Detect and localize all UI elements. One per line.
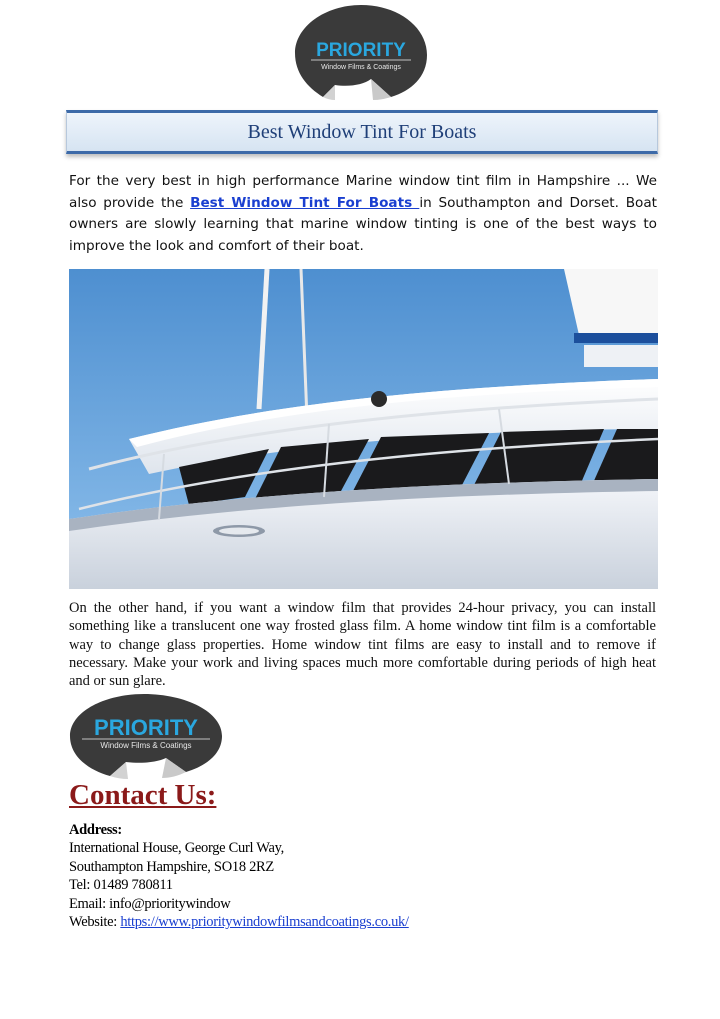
- telephone: Tel: 01489 780811: [69, 877, 173, 894]
- privacy-paragraph: On the other hand, if you want a window film that provides 24-hour privacy, you can install something like a translucent one way frosted glass film. A home window tint film is a comfortable way to change glass properties. Home window tint films are easy to install and to remove if necessary. Make your work and living spaces much more comfortable during periods of high heat and or sun glare.: [69, 600, 656, 690]
- company-logo: [293, 3, 429, 101]
- logo-tagline-text: Window Films & Coatings: [321, 64, 401, 71]
- address-line-2: Southampton Hampshire, SO18 2RZ: [69, 858, 274, 875]
- company-logo-secondary: [66, 692, 226, 780]
- boat-photo: [69, 269, 658, 589]
- logo-brand-text: PRIORITY: [94, 715, 198, 740]
- logo-brand-text: PRIORITY: [316, 40, 406, 61]
- contact-heading: Contact Us:: [69, 779, 217, 811]
- intro-text-before: For the very best in high performance Marine window tint film in Hampshire ... We also provide the: [69, 173, 657, 211]
- contact-details: [69, 821, 629, 931]
- intro-text-after: in Southampton and Dorset. Boat owners are slowly learning that marine window tinting is one of the best ways to improve the look and comfort of their boat.: [69, 194, 657, 254]
- address-line-1: International House, George Curl Way,: [69, 840, 284, 857]
- website-label: Website:: [69, 914, 121, 931]
- website-link[interactable]: https://www.prioritywindowfilmsandcoatings.co.uk/: [120, 914, 409, 931]
- email: Email: info@prioritywindow: [69, 895, 231, 912]
- boat-tint-link[interactable]: Best Window Tint For Boats: [190, 194, 420, 211]
- logo-tagline-text: Window Films & Coatings: [100, 741, 192, 750]
- intro-paragraph: [69, 171, 657, 257]
- page-title: Best Window Tint For Boats: [247, 120, 477, 143]
- website-row: [69, 913, 629, 931]
- address-label: Address:: [69, 822, 122, 838]
- title-banner: [66, 110, 658, 154]
